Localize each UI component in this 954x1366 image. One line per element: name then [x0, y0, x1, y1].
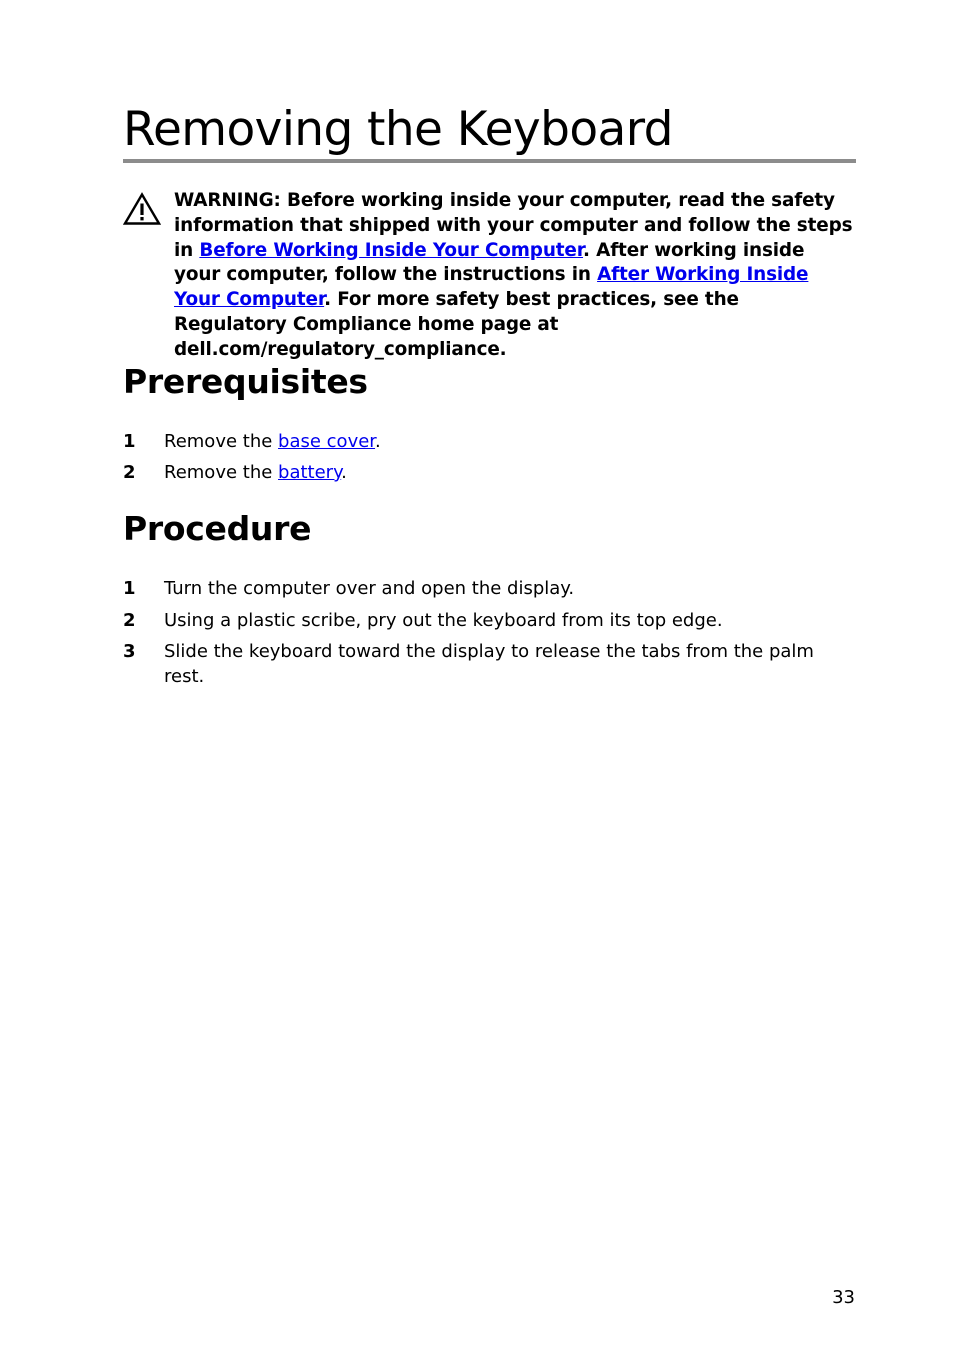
- warning-text: [174, 189, 854, 363]
- list-item: [123, 576, 853, 601]
- step-number: 3: [123, 641, 136, 662]
- step-number: 2: [123, 462, 136, 483]
- step-text: Slide the keyboard toward the display to release the tabs from the palm rest.: [164, 641, 814, 687]
- list-item: [123, 460, 853, 485]
- step-text: Remove the: [164, 431, 279, 452]
- step-text: Remove the: [164, 462, 279, 483]
- page-title: Removing the Keyboard: [123, 102, 673, 157]
- warning-text-part: . After working inside your computer, follow the instructions in: [174, 239, 805, 286]
- page-number: 33: [832, 1287, 855, 1308]
- prerequisites-heading: Prerequisites: [123, 362, 368, 401]
- list-item: [123, 608, 853, 633]
- warning-triangle-icon: [123, 192, 161, 226]
- step-number: 2: [123, 610, 136, 631]
- step-text: .: [341, 462, 347, 483]
- base-cover-link[interactable]: base cover: [278, 431, 376, 452]
- prerequisites-list: [123, 429, 853, 485]
- list-item: [123, 639, 853, 689]
- step-text: .: [375, 431, 381, 452]
- procedure-heading: Procedure: [123, 509, 312, 548]
- step-number: 1: [123, 578, 136, 599]
- step-text: Turn the computer over and open the display.: [164, 578, 575, 599]
- step-text: Using a plastic scribe, pry out the keyboard from its top edge.: [164, 610, 723, 631]
- procedure-list: [123, 576, 853, 689]
- title-rule: [123, 159, 856, 163]
- battery-link[interactable]: battery: [278, 462, 342, 483]
- before-working-link[interactable]: Before Working Inside Your Computer: [199, 239, 584, 261]
- step-number: 1: [123, 431, 136, 452]
- after-working-link[interactable]: After Working Inside Your Computer: [174, 264, 809, 311]
- warning-text-part: . For more safety best practices, see the Regulatory Compliance home page at dell.com/regulatory_compliance.: [174, 289, 739, 360]
- list-item: [123, 429, 853, 454]
- warning-text-part: WARNING: Before working inside your computer, read the safety information that shipped with your computer and follow the steps in: [174, 190, 853, 261]
